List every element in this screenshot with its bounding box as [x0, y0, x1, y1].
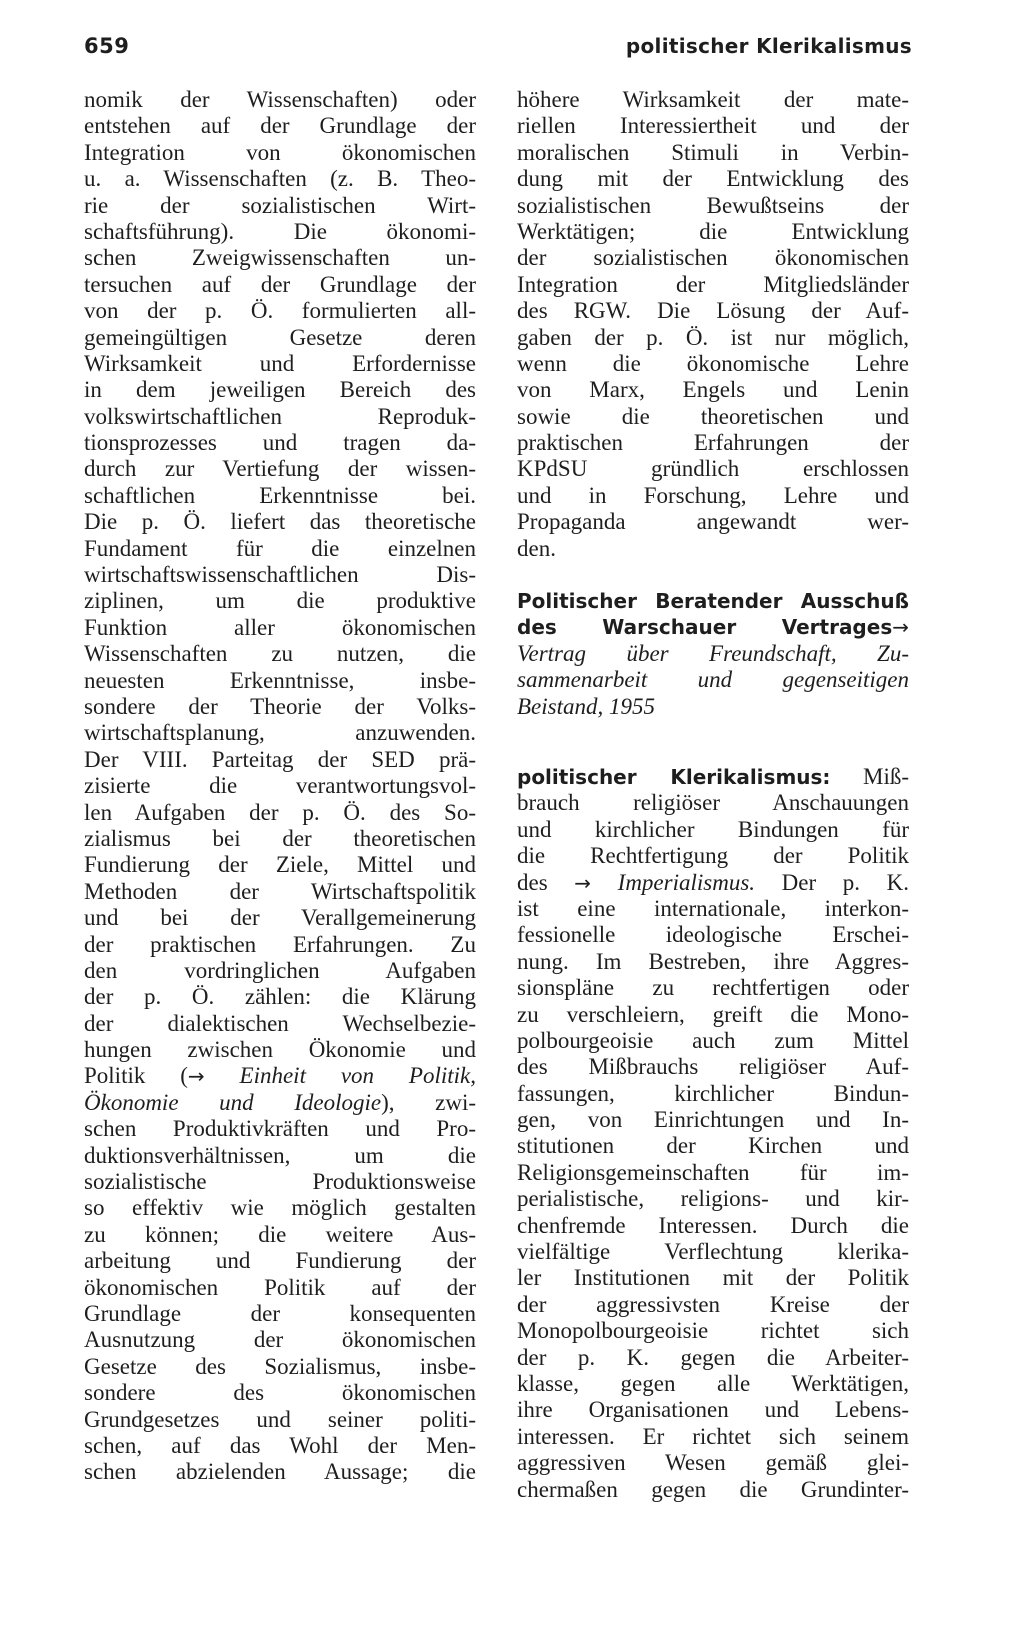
text-line: gemeingültigen Gesetze deren — [84, 324, 476, 350]
text-line: polbourgeoisie auch zum Mittel — [517, 1027, 909, 1053]
cross-reference-vertrag[interactable] — [517, 641, 909, 720]
text-line: Methoden der Wirtschaftspolitik — [84, 878, 476, 904]
entry-body-cont — [517, 896, 909, 1503]
text-line: wirtschaftsplanung, anzuwenden. — [84, 720, 476, 746]
text-line: schen abzielenden Aussage; die — [84, 1459, 476, 1485]
text-line: zu verschleiern, greift die Mono- — [517, 1001, 909, 1027]
text-line: fessionelle ideologische Erschei- — [517, 922, 909, 948]
text-line: Werktätigen; die Entwicklung — [517, 218, 909, 244]
text-line: zu können; die weitere Aus- — [84, 1221, 476, 1247]
text-line-politik — [84, 1063, 476, 1089]
text-line: stitutionen der Kirchen und — [517, 1133, 909, 1159]
entry-politischer-klerikalismus — [517, 764, 909, 1503]
text-line: fassungen, kirchlicher Bindun- — [517, 1080, 909, 1106]
text-line: dung mit der Entwicklung des — [517, 166, 909, 192]
text-line: der praktischen Erfahrungen. Zu — [84, 931, 476, 957]
text-line: sowie die theoretischen und — [517, 403, 909, 429]
text-line-oekonomie — [84, 1090, 476, 1116]
text-line: zisierte die verantwortungsvol- — [84, 773, 476, 799]
arrow-icon: → — [574, 870, 592, 895]
text-line: u. a. Wissenschaften (z. B. Theo- — [84, 166, 476, 192]
left-column-text — [84, 87, 476, 1063]
entry-politischer-beratender-ausschuss — [517, 588, 909, 720]
text-line: und bei der Verallgemeinerung — [84, 905, 476, 931]
text-line: Integration von ökonomischen — [84, 139, 476, 165]
text-line: gaben der p. Ö. ist nur möglich, — [517, 324, 909, 350]
entry-heading-cont: des Warschauer Vertrages — [517, 615, 893, 640]
text-line: ihre Organisationen und Lebens- — [517, 1397, 909, 1423]
text-line: vielfältige Verflechtung klerika- — [517, 1239, 909, 1265]
text-line: duktionsverhältnissen, um die — [84, 1142, 476, 1168]
text-line: chermaßen gegen die Grundinter- — [517, 1476, 909, 1502]
text-line: sondere des ökonomischen — [84, 1380, 476, 1406]
text-fragment: Politik ( — [84, 1063, 188, 1089]
text-line: nung. Im Bestreben, ihre Aggres- — [517, 948, 909, 974]
entry-heading: politischer Klerikalismus: — [517, 764, 831, 789]
text-line: schaftlichen Erkenntnisse bei. — [84, 482, 476, 508]
entry-separator — [517, 562, 909, 588]
text-line: wenn die ökonomische Lehre — [517, 350, 909, 376]
text-line: den. — [517, 535, 556, 561]
text-line: Wirksamkeit und Erfordernisse — [84, 350, 476, 376]
text-line: von der p. Ö. formulierten all- — [84, 298, 476, 324]
text-line: von Marx, Engels und Lenin — [517, 377, 909, 403]
text-fragment: Der p. K. — [755, 869, 909, 895]
text-line: Integration der Mitgliedsländer — [517, 271, 909, 297]
text-line: gen, von Einrichtungen und In- — [517, 1107, 909, 1133]
text-line: arbeitung und Fundierung der — [84, 1248, 476, 1274]
text-line: der aggressivsten Kreise der — [517, 1291, 909, 1317]
text-line: Funktion aller ökonomischen — [84, 614, 476, 640]
text-line: ziplinen, um die produktive — [84, 588, 476, 614]
text-line-imperialismus — [517, 870, 909, 896]
page-number: 659 — [84, 34, 130, 58]
text-line: Fundierung der Ziele, Mittel und — [84, 852, 476, 878]
text-line: der sozialistischen ökonomischen — [517, 245, 909, 271]
text-line: Grundgesetzes und seiner politi- — [84, 1406, 476, 1432]
text-line: interessen. Er richtet sich seinem — [517, 1423, 909, 1449]
text-line: klasse, gegen alle Werktätigen, — [517, 1370, 909, 1396]
text-line: volkswirtschaftlichen Reproduk- — [84, 403, 476, 429]
text-line: schaftsführung). Die ökonomi- — [84, 218, 476, 244]
text-line: Vertrag über Freundschaft, Zu- — [517, 640, 909, 666]
text-line: Grundlage der konsequenten — [84, 1300, 476, 1326]
text-line: moralischen Stimuli in Verbin- — [517, 139, 909, 165]
text-line: rie der sozialistischen Wirt- — [84, 192, 476, 218]
text-line: sozialistischen Bewußtseins der — [517, 192, 909, 218]
text-fragment: Miß- — [830, 763, 909, 789]
text-line: nomik der Wissenschaften) oder — [84, 87, 476, 112]
text-line: so effektiv wie möglich gestalten — [84, 1195, 476, 1221]
text-line: perialistische, religions- und kir- — [517, 1186, 909, 1212]
text-line: schen, auf das Wohl der Men- — [84, 1432, 476, 1458]
text-line: sammenarbeit und gegenseitigen — [517, 667, 909, 693]
text-line: schen Zweigwissenschaften un- — [84, 245, 476, 271]
text-line: Die p. Ö. liefert das theoretische — [84, 509, 476, 535]
text-line: Ausnutzung der ökonomischen — [84, 1327, 476, 1353]
text-line: Monopolbourgeoisie richtet sich — [517, 1318, 909, 1344]
text-line: tersuchen auf der Grundlage der — [84, 271, 476, 297]
text-line: sondere der Theorie der Volks- — [84, 693, 476, 719]
text-line: KPdSU gründlich erschlossen — [517, 456, 909, 482]
text-line: Fundament für die einzelnen — [84, 535, 476, 561]
text-line: und in Forschung, Lehre und — [517, 482, 909, 508]
entry-body — [517, 790, 909, 869]
cross-reference-imperialismus[interactable]: Imperialismus. — [591, 869, 756, 895]
text-line: Religionsgemeinschaften für im- — [517, 1159, 909, 1185]
text-line: aggressiven Wesen gemäß glei- — [517, 1450, 909, 1476]
text-line: Gesetze des Sozialismus, insbe- — [84, 1353, 476, 1379]
text-line: sozialistische Produktionsweise — [84, 1169, 476, 1195]
arrow-icon: → — [892, 615, 909, 640]
text-line: Wissenschaften zu nutzen, die — [84, 641, 476, 667]
text-line: den vordringlichen Aufgaben — [84, 957, 476, 983]
text-line: sionspläne zu rechtfertigen oder — [517, 975, 909, 1001]
text-line: tionsprozesses und tragen da- — [84, 430, 476, 456]
text-line: des Mißbrauchs religiöser Auf- — [517, 1054, 909, 1080]
text-line: Propaganda angewandt wer- — [517, 509, 909, 535]
text-line: Beistand, 1955 — [517, 693, 655, 719]
entry-heading: Politischer Beratender Ausschuß — [517, 589, 909, 614]
text-line: riellen Interessiertheit und der — [517, 113, 909, 139]
text-line: Der VIII. Parteitag der SED prä- — [84, 746, 476, 772]
text-line: des RGW. Die Lösung der Auf- — [517, 298, 909, 324]
text-line: len Aufgaben der p. Ö. des So- — [84, 799, 476, 825]
running-head: politischer Klerikalismus — [625, 34, 912, 58]
text-line: und kirchlicher Bindungen für — [517, 816, 909, 842]
text-line: neuesten Erkenntnisse, insbe- — [84, 667, 476, 693]
arrow-icon: → — [187, 1064, 205, 1089]
cross-reference-einheit-cont[interactable]: Ökonomie und Ideologie — [84, 1089, 382, 1115]
text-line: brauch religiöser Anschauungen — [517, 790, 909, 816]
text-line: chenfremde Interessen. Durch die — [517, 1212, 909, 1238]
text-line: der p. K. gegen die Arbeiter- — [517, 1344, 909, 1370]
left-column — [84, 87, 476, 1486]
text-line: durch zur Vertiefung der wissen- — [84, 456, 476, 482]
text-fragment: des — [517, 869, 575, 895]
text-line: zialismus bei der theoretischen — [84, 825, 476, 851]
text-line: ler Institutionen mit der Politik — [517, 1265, 909, 1291]
text-line: höhere Wirksamkeit der mate- — [517, 87, 909, 112]
text-line: entstehen auf der Grundlage der — [84, 113, 476, 139]
entry-first-line — [517, 764, 909, 790]
left-column-text-after — [84, 1116, 476, 1485]
text-line: praktischen Erfahrungen der — [517, 430, 909, 456]
text-line: ökonomischen Politik auf der — [84, 1274, 476, 1300]
continuation-text — [517, 87, 909, 562]
entry-separator — [517, 720, 909, 764]
text-line: der dialektischen Wechselbezie- — [84, 1010, 476, 1036]
text-line: die Rechtfertigung der Politik — [517, 843, 909, 869]
text-line: der p. Ö. zählen: die Klärung — [84, 984, 476, 1010]
text-line: ist eine internationale, interkon- — [517, 895, 909, 921]
text-fragment: ), zwi- — [381, 1089, 476, 1115]
text-line: hungen zwischen Ökonomie und — [84, 1037, 476, 1063]
cross-reference-einheit[interactable]: Einheit von Politik, — [204, 1063, 476, 1089]
text-line: in dem jeweiligen Bereich des — [84, 377, 476, 403]
entry-heading-line2 — [517, 614, 909, 640]
right-column — [517, 87, 909, 1503]
text-line: schen Produktivkräften und Pro- — [84, 1116, 476, 1142]
text-line: wirtschaftswissenschaftlichen Dis- — [84, 562, 476, 588]
